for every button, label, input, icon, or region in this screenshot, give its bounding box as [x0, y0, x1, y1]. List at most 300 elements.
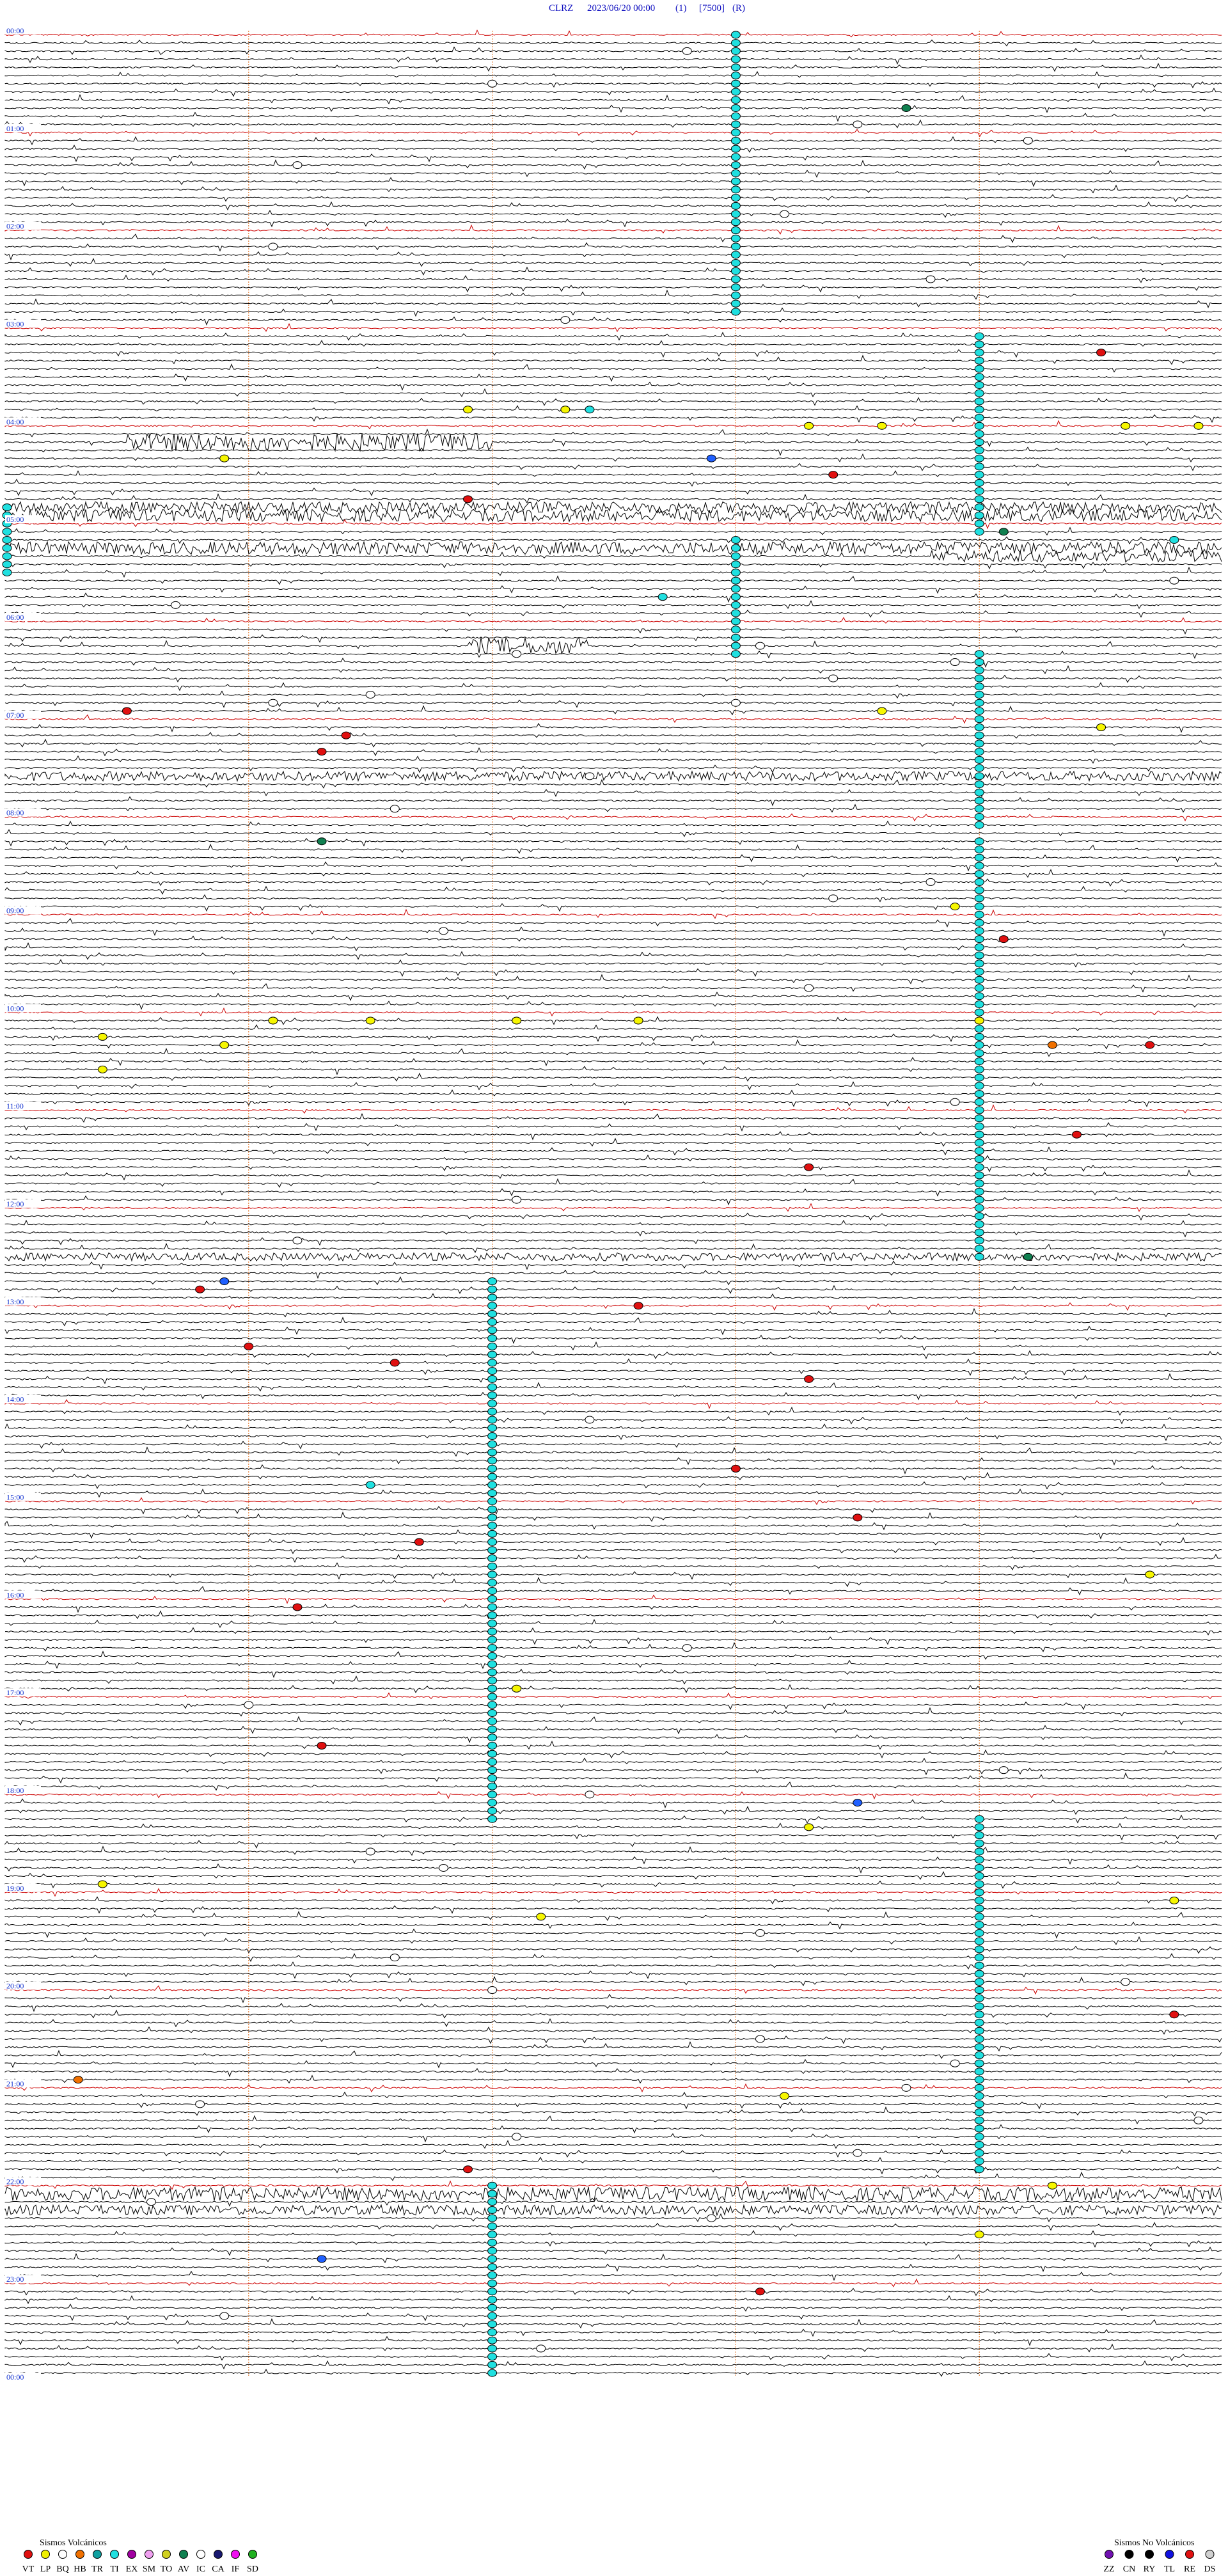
legend-nonvolcanic-title: Sismos No Volcánicos — [1114, 2538, 1195, 2548]
tremor-marker — [975, 414, 984, 421]
tremor-marker — [488, 1425, 497, 1432]
tremor-marker — [975, 1058, 984, 1065]
trace-row — [5, 771, 1222, 781]
trace-row — [5, 586, 1222, 593]
event-marker-ic — [293, 162, 302, 169]
event-marker-bq — [780, 2092, 789, 2099]
tremor-marker — [975, 2125, 984, 2132]
event-marker-ic — [1194, 2117, 1203, 2124]
trace-row — [5, 1448, 1222, 1457]
trace-row — [5, 1189, 1222, 1196]
header-datetime: 2023/06/20 00:00 — [587, 3, 656, 13]
event-marker-ic — [805, 984, 814, 992]
trace-row — [5, 1881, 1222, 1888]
event-marker-hb — [1048, 1041, 1057, 1048]
event-marker-bq — [269, 1017, 278, 1024]
tremor-marker — [975, 1913, 984, 1920]
trace-row — [5, 610, 1222, 617]
tremor-marker — [488, 2182, 497, 2189]
trace-row — [5, 1393, 1222, 1400]
trace-row — [5, 1806, 1222, 1814]
trace-row — [5, 2141, 1222, 2149]
trace-row — [5, 1238, 1222, 1245]
trace-row — [5, 638, 1222, 654]
event-marker-ic — [926, 878, 935, 885]
trace-row — [5, 1643, 1222, 1652]
trace-row — [5, 1735, 1222, 1742]
tremor-marker — [488, 2345, 497, 2352]
legend-marker-sm — [145, 2550, 154, 2559]
tremor-marker — [975, 439, 984, 446]
legend-volcanic-title: Sismos Volcánicos — [40, 2538, 107, 2548]
tremor-marker — [488, 1636, 497, 1643]
trace-row — [5, 2187, 1222, 2201]
tremor-marker — [975, 446, 984, 454]
tremor-marker — [975, 1929, 984, 1936]
trace-row — [5, 2289, 1222, 2296]
tremor-marker — [488, 2353, 497, 2360]
trace-row — [5, 1034, 1222, 1041]
trace-row — [5, 1497, 1222, 1505]
tremor-marker — [975, 1066, 984, 1073]
tremor-marker — [731, 178, 740, 185]
trace-row — [5, 1309, 1222, 1317]
tremor-marker — [488, 1318, 497, 1325]
tremor-marker — [975, 1188, 984, 1195]
tremor-marker — [975, 871, 984, 878]
tremor-marker — [488, 1628, 497, 1635]
tremor-marker — [975, 2101, 984, 2108]
tremor-marker — [975, 357, 984, 364]
trace-row — [5, 1435, 1222, 1441]
tremor-marker — [731, 235, 740, 242]
trace-row — [5, 1929, 1222, 1938]
trace-row — [5, 1888, 1222, 1896]
trace-row — [5, 1538, 1222, 1545]
tremor-marker — [731, 544, 740, 551]
event-marker-bq — [950, 903, 959, 910]
tremor-marker — [731, 626, 740, 633]
event-marker-bq — [220, 1041, 229, 1048]
tremor-marker — [731, 47, 740, 54]
event-marker-vt — [317, 1742, 326, 1749]
tremor-marker — [488, 2296, 497, 2303]
legend-marker-re — [1186, 2550, 1194, 2559]
event-marker-vt — [999, 936, 1008, 943]
tremor-marker — [488, 1791, 497, 1798]
tremor-marker — [975, 2044, 984, 2051]
trace-row — [5, 1595, 1222, 1603]
tremor-marker — [975, 1123, 984, 1130]
trace-row — [5, 1066, 1222, 1074]
hour-label: 20:00 — [6, 1981, 24, 1991]
tremor-marker — [731, 300, 740, 307]
legend-code-bq: BQ — [56, 2564, 69, 2574]
trace-row — [5, 113, 1222, 121]
trace-row — [5, 651, 1222, 658]
trace-row — [5, 700, 1222, 707]
tremor-marker — [488, 1807, 497, 1814]
hour-label: 09:00 — [6, 906, 24, 915]
trace-row — [5, 1962, 1222, 1969]
tremor-marker — [975, 528, 984, 535]
hour-label: 14:00 — [6, 1395, 24, 1404]
event-marker-bq — [98, 1033, 107, 1040]
tremor-marker — [975, 1041, 984, 1048]
tremor-marker — [3, 504, 12, 511]
legend-code-to: TO — [160, 2564, 173, 2574]
trace-row — [5, 1628, 1222, 1635]
trace-row — [5, 30, 1222, 36]
tremor-marker — [731, 194, 740, 201]
event-marker-ic — [585, 1791, 594, 1798]
trace-row — [5, 862, 1222, 871]
tremor-marker — [731, 104, 740, 111]
trace-row — [5, 129, 1222, 136]
event-marker-vt — [244, 1343, 253, 1350]
trace-row — [5, 666, 1222, 674]
tremor-marker — [975, 838, 984, 845]
tremor-marker — [488, 2247, 497, 2254]
tremor-marker — [488, 1441, 497, 1448]
event-marker-vt — [342, 732, 350, 739]
trace-row — [5, 1099, 1222, 1106]
tremor-marker — [488, 2215, 497, 2222]
trace-row — [5, 2304, 1222, 2311]
trace-row — [5, 1506, 1222, 1513]
trace-row — [5, 1213, 1222, 1220]
tremor-marker — [975, 504, 984, 511]
trace-row — [5, 562, 1222, 569]
event-marker-ic — [755, 1929, 764, 1936]
tremor-marker — [975, 2117, 984, 2124]
tremor-marker — [488, 1571, 497, 1578]
tremor-marker — [975, 1881, 984, 1888]
trace-row — [5, 194, 1222, 201]
legend-code-ry: RY — [1143, 2564, 1156, 2574]
trace-row — [5, 2134, 1222, 2142]
trace-row — [5, 1277, 1222, 1284]
tremor-marker — [731, 72, 740, 79]
event-marker-ic — [293, 1237, 302, 1244]
event-marker-vt — [390, 1359, 399, 1366]
trace-row — [5, 1977, 1222, 1986]
legend-marker-hb — [76, 2550, 84, 2559]
tremor-marker — [488, 1767, 497, 1774]
tremor-marker — [731, 634, 740, 641]
trace-row — [5, 72, 1222, 77]
trace-row — [5, 1359, 1222, 1364]
trace-row — [5, 984, 1222, 992]
trace-row — [5, 1835, 1222, 1840]
tremor-marker — [975, 1172, 984, 1179]
tremor-marker — [975, 846, 984, 853]
legend-code-sm: SM — [142, 2564, 156, 2574]
event-marker-ic — [488, 1987, 497, 1994]
event-marker-ic — [512, 651, 521, 658]
hour-label: 00:00 — [6, 26, 24, 35]
trace-row — [5, 350, 1222, 357]
trace-row — [5, 797, 1222, 806]
tremor-marker — [731, 618, 740, 625]
event-marker-bq — [366, 1017, 375, 1024]
event-marker-ic — [269, 243, 278, 250]
tremor-marker — [731, 40, 740, 47]
event-marker-bq — [878, 422, 886, 429]
tremor-marker — [975, 1946, 984, 1953]
tremor-marker — [975, 1164, 984, 1171]
trace-row — [5, 1906, 1222, 1913]
legend-code-vt: VT — [22, 2564, 35, 2574]
event-marker-bq — [805, 422, 814, 429]
tremor-marker — [975, 1905, 984, 1912]
trace-row — [5, 528, 1222, 535]
tremor-marker — [488, 1482, 497, 1489]
tremor-marker — [488, 1677, 497, 1684]
tremor-marker — [488, 1457, 497, 1464]
tremor-marker — [488, 1742, 497, 1749]
event-marker-ic — [585, 1416, 594, 1423]
trace-row — [5, 2042, 1222, 2051]
tremor-marker — [975, 1107, 984, 1114]
trace-row — [5, 1773, 1222, 1783]
event-marker-bq — [1121, 422, 1130, 429]
event-marker-ic — [780, 210, 789, 217]
tremor-columns — [3, 31, 984, 2376]
tremor-marker — [731, 97, 740, 104]
trace-row — [5, 910, 1222, 919]
tremor-marker — [975, 1025, 984, 1032]
event-marker-vt — [1170, 2011, 1179, 2018]
hour-label: 18:00 — [6, 1786, 24, 1795]
trace-row — [5, 550, 1222, 562]
tremor-marker — [975, 422, 984, 429]
tremor-marker — [975, 1954, 984, 1961]
event-marker-bq — [634, 1017, 643, 1024]
event-marker-tr — [317, 2256, 326, 2263]
event-marker-vt — [805, 1375, 814, 1382]
hour-label: 10:00 — [6, 1004, 24, 1013]
tremor-marker — [975, 1848, 984, 1855]
trace-row — [5, 1057, 1222, 1065]
trace-row — [5, 2158, 1222, 2163]
tremor-marker — [975, 2003, 984, 2010]
trace-row — [5, 844, 1222, 853]
tremor-marker — [731, 553, 740, 560]
event-marker-bq — [537, 1913, 546, 1920]
event-marker-ic — [390, 805, 399, 812]
trace-row — [5, 756, 1222, 763]
event-marker-ic — [682, 47, 691, 54]
event-marker-ic — [926, 276, 935, 283]
tremor-marker — [975, 471, 984, 478]
event-marker-ic — [390, 1954, 399, 1961]
tremor-marker — [488, 1514, 497, 1521]
trace-row — [5, 2167, 1222, 2174]
trace-row — [5, 1369, 1222, 1375]
tremor-marker — [731, 276, 740, 283]
tremor-marker — [975, 1180, 984, 1187]
event-marker-bq — [1170, 1897, 1179, 1904]
tremor-marker — [975, 2092, 984, 2099]
trace-row — [5, 1693, 1222, 1699]
trace-row — [5, 1971, 1222, 1978]
trace-row — [5, 567, 1222, 577]
event-marker-ic — [755, 642, 764, 649]
tremor-marker — [3, 528, 12, 535]
event-marker-bq — [98, 1066, 107, 1073]
trace-row — [5, 243, 1222, 251]
trace-row — [5, 2027, 1222, 2034]
trace-row — [5, 154, 1222, 161]
trace-row — [5, 1563, 1222, 1570]
tremor-marker — [975, 960, 984, 967]
event-marker-ic — [269, 699, 278, 706]
trace-row — [5, 479, 1222, 486]
legend-code-tl: TL — [1163, 2564, 1176, 2574]
trace-row — [5, 1132, 1222, 1139]
trace-row — [5, 398, 1222, 406]
trace-row — [5, 64, 1222, 72]
tremor-marker — [731, 243, 740, 250]
event-marker-bq — [1048, 2182, 1057, 2189]
tremor-marker — [975, 928, 984, 935]
tremor-marker — [975, 2149, 984, 2156]
event-marker-ic — [1023, 137, 1032, 144]
tremor-marker — [488, 1506, 497, 1513]
trace-row — [5, 471, 1222, 477]
tremor-marker — [975, 2051, 984, 2058]
trace-row — [5, 145, 1222, 152]
trace-row — [5, 2011, 1222, 2018]
tremor-marker — [488, 1449, 497, 1456]
tremor-marker — [731, 267, 740, 274]
tremor-marker — [488, 2206, 497, 2213]
hour-label: 22:00 — [6, 2177, 24, 2186]
event-marker-vt — [829, 471, 838, 478]
tremor-marker — [488, 2199, 497, 2206]
tremor-marker — [488, 1416, 497, 1423]
trace-row — [5, 267, 1222, 275]
trace-row — [5, 1336, 1222, 1343]
tremor-marker — [975, 675, 984, 682]
tremor-marker — [731, 219, 740, 226]
tremor-marker — [975, 976, 984, 983]
tremor-marker — [488, 1579, 497, 1586]
trace-row — [5, 1400, 1222, 1408]
event-marker-bq — [1194, 422, 1203, 429]
tremor-marker — [731, 129, 740, 136]
trace-row — [5, 415, 1222, 422]
tremor-marker — [975, 1938, 984, 1945]
trace-row — [5, 446, 1222, 455]
legend-code-sd: SD — [247, 2564, 258, 2574]
trace-row — [5, 2149, 1222, 2157]
trace-row — [5, 1441, 1222, 1448]
tremor-marker — [975, 699, 984, 706]
trace-row — [5, 2241, 1222, 2247]
trace-row — [5, 1512, 1222, 1521]
trace-row — [5, 593, 1222, 602]
trace-row — [5, 1351, 1222, 1359]
event-marker-tr — [220, 1277, 229, 1284]
trace-row — [5, 1424, 1222, 1430]
tremor-marker — [731, 227, 740, 234]
tremor-marker — [975, 1139, 984, 1146]
event-marker-bq — [561, 406, 570, 413]
trace-row — [5, 1815, 1222, 1823]
trace-row — [5, 870, 1222, 878]
trace-row — [5, 2198, 1222, 2206]
event-marker-vt — [731, 1465, 740, 1472]
tremor-marker — [488, 2361, 497, 2368]
trace-row — [5, 1155, 1222, 1161]
trace-row — [5, 434, 1222, 452]
trace-row — [5, 576, 1222, 585]
trace-row — [5, 1008, 1222, 1016]
tremor-marker — [488, 2239, 497, 2246]
trace-row — [5, 2296, 1222, 2303]
trace-row — [5, 1082, 1222, 1090]
event-marker-ic — [585, 773, 594, 780]
trace-row — [5, 1196, 1222, 1205]
trace-row — [5, 1017, 1222, 1025]
event-marker-bq — [805, 1824, 814, 1831]
trace-row — [5, 1048, 1222, 1056]
header — [549, 3, 745, 13]
event-marker-bq — [1145, 1571, 1154, 1578]
tremor-marker — [975, 659, 984, 666]
trace-row — [5, 2361, 1222, 2369]
tremor-marker — [975, 487, 984, 494]
event-marker-ic — [366, 691, 375, 698]
tremor-marker — [731, 31, 740, 38]
trace-row — [5, 1799, 1222, 1807]
event-marker-ic — [829, 895, 838, 902]
legend-code-hb: HB — [74, 2564, 86, 2574]
tremor-marker — [488, 1758, 497, 1766]
trace-row — [5, 429, 1222, 438]
trace-row — [5, 732, 1222, 738]
tremor-marker — [975, 2068, 984, 2075]
event-marker-vt — [1097, 349, 1106, 356]
trace-row — [5, 1620, 1222, 1627]
tremor-marker — [975, 764, 984, 771]
tremor-marker — [488, 2190, 497, 2197]
tremor-marker — [488, 1669, 497, 1676]
tremor-marker — [731, 561, 740, 568]
tremor-marker — [488, 1375, 497, 1382]
trace-row — [5, 2181, 1222, 2190]
trace-row — [5, 1685, 1222, 1693]
trace-row — [5, 927, 1222, 935]
tremor-marker — [488, 1774, 497, 1782]
trace-row — [5, 780, 1222, 788]
event-marker-tr — [853, 1799, 862, 1806]
trace-row — [5, 1221, 1222, 1226]
tremor-marker — [975, 349, 984, 356]
trace-row — [5, 629, 1222, 634]
trace-row — [5, 1702, 1222, 1709]
tremor-marker — [975, 2166, 984, 2173]
trace-row — [5, 936, 1222, 942]
tremor-marker — [488, 2256, 497, 2263]
hour-label: 13:00 — [6, 1297, 24, 1306]
hour-labels — [5, 26, 41, 2382]
tremor-marker — [975, 716, 984, 723]
tremor-marker — [975, 667, 984, 674]
tremor-marker — [488, 2328, 497, 2335]
